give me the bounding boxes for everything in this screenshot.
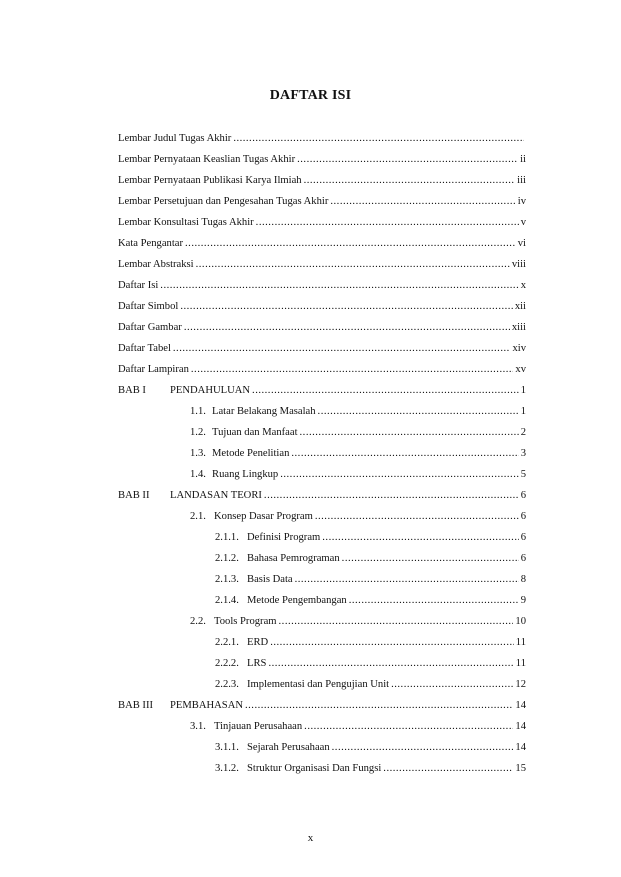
toc-entry-label: [118, 385, 250, 396]
dot-leader: [391, 679, 513, 690]
dot-leader: [322, 532, 518, 543]
toc-entry: [118, 301, 526, 322]
toc-page-number: 3: [520, 448, 526, 459]
toc-section-number: 1.4.: [190, 469, 206, 480]
toc-section-number: 3.1.1.: [215, 742, 239, 753]
toc-page-number: 11: [515, 658, 526, 669]
toc-entry-title: Tinjauan Perusahaan: [214, 721, 303, 732]
dot-leader: [184, 322, 510, 333]
toc-entry-label: [118, 343, 171, 354]
toc-entry-label: [215, 763, 381, 774]
toc-entry: [118, 469, 526, 490]
toc-entry-label: [190, 616, 277, 627]
toc-section-number: 2.1.4.: [215, 595, 239, 606]
dot-leader: [196, 259, 510, 270]
page-number: x: [307, 832, 314, 844]
toc-entry-label: [118, 238, 183, 249]
toc-section-number: 3.1.: [190, 721, 206, 732]
toc-entry-title: PEMBAHASAN: [170, 700, 243, 711]
toc-chapter-number: BAB I: [118, 385, 146, 396]
toc-entry: [118, 595, 526, 616]
toc-entry-title: Daftar Isi: [118, 280, 159, 291]
toc-entry-label: [118, 280, 158, 291]
toc-page-number: 6: [520, 490, 526, 501]
toc-entry: [118, 616, 526, 637]
toc-entry-label: [118, 133, 231, 144]
toc-entry: [118, 763, 526, 784]
toc-page-number: xv: [515, 364, 526, 375]
toc-entry: [118, 448, 526, 469]
toc-entry-label: [190, 448, 289, 459]
toc-entry: [118, 196, 526, 217]
toc-entry-label: [118, 700, 243, 711]
toc-entry: [118, 700, 526, 721]
toc-entry-label: [215, 658, 266, 669]
toc-entry-label: [215, 679, 389, 690]
toc-page-number: 12: [515, 679, 526, 690]
toc-entry: [118, 574, 526, 595]
toc-entry-title: Metode Penelitian: [212, 448, 290, 459]
dot-leader: [332, 742, 514, 753]
toc-entry-label: [118, 364, 189, 375]
toc-entry-title: Tools Program: [214, 616, 277, 627]
toc-page-number: 1: [520, 385, 526, 396]
toc-section-number: 2.2.3.: [215, 679, 239, 690]
toc-section-number: 2.1.1.: [215, 532, 239, 543]
toc-section-number: 2.2.: [190, 616, 206, 627]
toc-entry-label: [190, 406, 316, 417]
toc-entry: [118, 511, 526, 532]
toc-entry-label: [215, 532, 320, 543]
toc-entry-label: [190, 427, 298, 438]
toc-entry-title: Bahasa Pemrograman: [247, 553, 340, 564]
toc-page-number: 8: [520, 574, 526, 585]
toc-entry-title: LRS: [247, 658, 267, 669]
toc-section-number: 1.1.: [190, 406, 206, 417]
toc-entry-title: Implementasi dan Pengujian Unit: [247, 679, 390, 690]
toc-entry: [118, 532, 526, 553]
toc-section-number: 2.1.3.: [215, 574, 239, 585]
toc-section-number: 2.1.2.: [215, 553, 239, 564]
toc-entry-title: LANDASAN TEORI: [170, 490, 262, 501]
toc-entry-title: Lembar Pernyataan Keaslian Tugas Akhir: [118, 154, 296, 165]
toc-entry: [118, 427, 526, 448]
toc-entry-title: ERD: [247, 637, 269, 648]
toc-entry-label: [118, 154, 295, 165]
toc-entry: [118, 217, 526, 238]
toc-entry: [118, 490, 526, 511]
toc-page-number: iv: [517, 196, 526, 207]
dot-leader: [180, 301, 512, 312]
toc-entry: [118, 679, 526, 700]
dot-leader: [279, 616, 514, 627]
toc-entry-label: [215, 637, 268, 648]
dot-leader: [245, 700, 513, 711]
toc-entry-label: [215, 553, 340, 564]
toc-page-number: viii: [511, 259, 526, 270]
toc-page-number: xiv: [512, 343, 526, 354]
toc-entry: [118, 259, 526, 280]
toc-entry-title: Kata Pengantar: [118, 238, 184, 249]
toc-entry-label: [118, 490, 262, 501]
dot-leader: [264, 490, 519, 501]
dot-leader: [297, 154, 518, 165]
toc-entry-label: [190, 469, 278, 480]
toc-entry-title: Lembar Konsultasi Tugas Akhir: [118, 217, 254, 228]
dot-leader: [185, 238, 516, 249]
toc-page-number: 14: [515, 700, 526, 711]
dot-leader: [300, 427, 519, 438]
table-of-contents: [118, 133, 526, 784]
dot-leader: [383, 763, 513, 774]
page-title: DAFTAR ISI: [269, 88, 352, 103]
dot-leader: [295, 574, 519, 585]
toc-entry-title: Tujuan dan Manfaat: [212, 427, 298, 438]
dot-leader: [173, 343, 511, 354]
dot-leader: [291, 448, 518, 459]
toc-page-number: 1: [520, 406, 526, 417]
toc-entry: [118, 175, 526, 196]
toc-entry-label: [118, 259, 194, 270]
toc-entry-title: Definisi Program: [247, 532, 321, 543]
toc-entry-title: Struktur Organisasi Dan Fungsi: [247, 763, 382, 774]
toc-entry-label: [215, 574, 293, 585]
toc-page-number: 6: [520, 532, 526, 543]
dot-leader: [233, 133, 524, 144]
toc-chapter-number: BAB III: [118, 700, 154, 711]
dot-leader: [256, 217, 519, 228]
toc-entry-title: Lembar Pernyataan Publikasi Karya Ilmiah: [118, 175, 302, 186]
toc-entry-title: Lembar Judul Tugas Akhir: [118, 133, 232, 144]
toc-page-number: 14: [515, 721, 526, 732]
dot-leader: [315, 511, 519, 522]
toc-entry: [118, 154, 526, 175]
toc-page-number: 2: [520, 427, 526, 438]
toc-page-number: 15: [515, 763, 526, 774]
toc-entry-label: [190, 721, 302, 732]
toc-entry-label: [118, 322, 182, 333]
toc-entry-title: Sejarah Perusahaan: [247, 742, 330, 753]
toc-chapter-number: BAB II: [118, 490, 150, 501]
toc-page-number: v: [520, 217, 526, 228]
toc-entry-label: [190, 511, 313, 522]
toc-entry-title: Daftar Simbol: [118, 301, 179, 312]
toc-entry-title: Daftar Tabel: [118, 343, 171, 354]
toc-entry-label: [118, 301, 178, 312]
toc-entry-label: [215, 595, 347, 606]
toc-entry: [118, 553, 526, 574]
dot-leader: [160, 280, 518, 291]
toc-entry-label: [118, 196, 328, 207]
toc-page-number: xiii: [511, 322, 526, 333]
toc-section-number: 2.2.1.: [215, 637, 239, 648]
dot-leader: [349, 595, 519, 606]
toc-entry: [118, 238, 526, 259]
toc-page-number: 6: [520, 553, 526, 564]
toc-entry-title: Daftar Lampiran: [118, 364, 189, 375]
toc-entry-title: Metode Pengembangan: [247, 595, 347, 606]
toc-entry-title: Basis Data: [247, 574, 293, 585]
toc-section-number: 2.1.: [190, 511, 206, 522]
toc-page-number: 6: [520, 511, 526, 522]
toc-entry: [118, 742, 526, 763]
toc-entry-title: Lembar Abstraksi: [118, 259, 194, 270]
dot-leader: [318, 406, 519, 417]
toc-entry-title: Lembar Persetujuan dan Pengesahan Tugas Akhir: [118, 196, 329, 207]
dot-leader: [280, 469, 518, 480]
dot-leader: [342, 553, 519, 564]
toc-entry: [118, 364, 526, 385]
dot-leader: [304, 175, 516, 186]
toc-section-number: 1.3.: [190, 448, 206, 459]
toc-entry: [118, 637, 526, 658]
toc-section-number: 2.2.2.: [215, 658, 239, 669]
toc-entry-label: [215, 742, 330, 753]
dot-leader: [191, 364, 514, 375]
dot-leader: [268, 658, 513, 669]
dot-leader: [304, 721, 513, 732]
toc-entry: [118, 721, 526, 742]
toc-page-number: 10: [515, 616, 526, 627]
toc-page-number: iii: [517, 175, 526, 186]
toc-entry: [118, 322, 526, 343]
toc-entry: [118, 280, 526, 301]
toc-entry-label: [118, 217, 254, 228]
toc-page-number: ii: [520, 154, 526, 165]
toc-entry: [118, 133, 526, 154]
toc-entry-label: [118, 175, 302, 186]
toc-page-number: vi: [517, 238, 526, 249]
toc-entry-title: Konsep Dasar Program: [214, 511, 313, 522]
toc-page-number: x: [520, 280, 526, 291]
dot-leader: [270, 637, 514, 648]
dot-leader: [252, 385, 519, 396]
toc-entry: [118, 658, 526, 679]
toc-entry: [118, 406, 526, 427]
toc-page-number: 9: [520, 595, 526, 606]
toc-entry-title: PENDAHULUAN: [170, 385, 251, 396]
toc-page-number: 5: [520, 469, 526, 480]
toc-entry-title: Daftar Gambar: [118, 322, 182, 333]
toc-section-number: 3.1.2.: [215, 763, 239, 774]
dot-leader: [330, 196, 515, 207]
toc-page-number: 14: [515, 742, 526, 753]
toc-entry-title: Ruang Lingkup: [212, 469, 279, 480]
toc-page-number: 11: [515, 637, 526, 648]
toc-entry-title: Latar Belakang Masalah: [212, 406, 316, 417]
toc-section-number: 1.2.: [190, 427, 206, 438]
toc-page-number: xii: [514, 301, 526, 312]
toc-entry: [118, 343, 526, 364]
toc-entry: [118, 385, 526, 406]
